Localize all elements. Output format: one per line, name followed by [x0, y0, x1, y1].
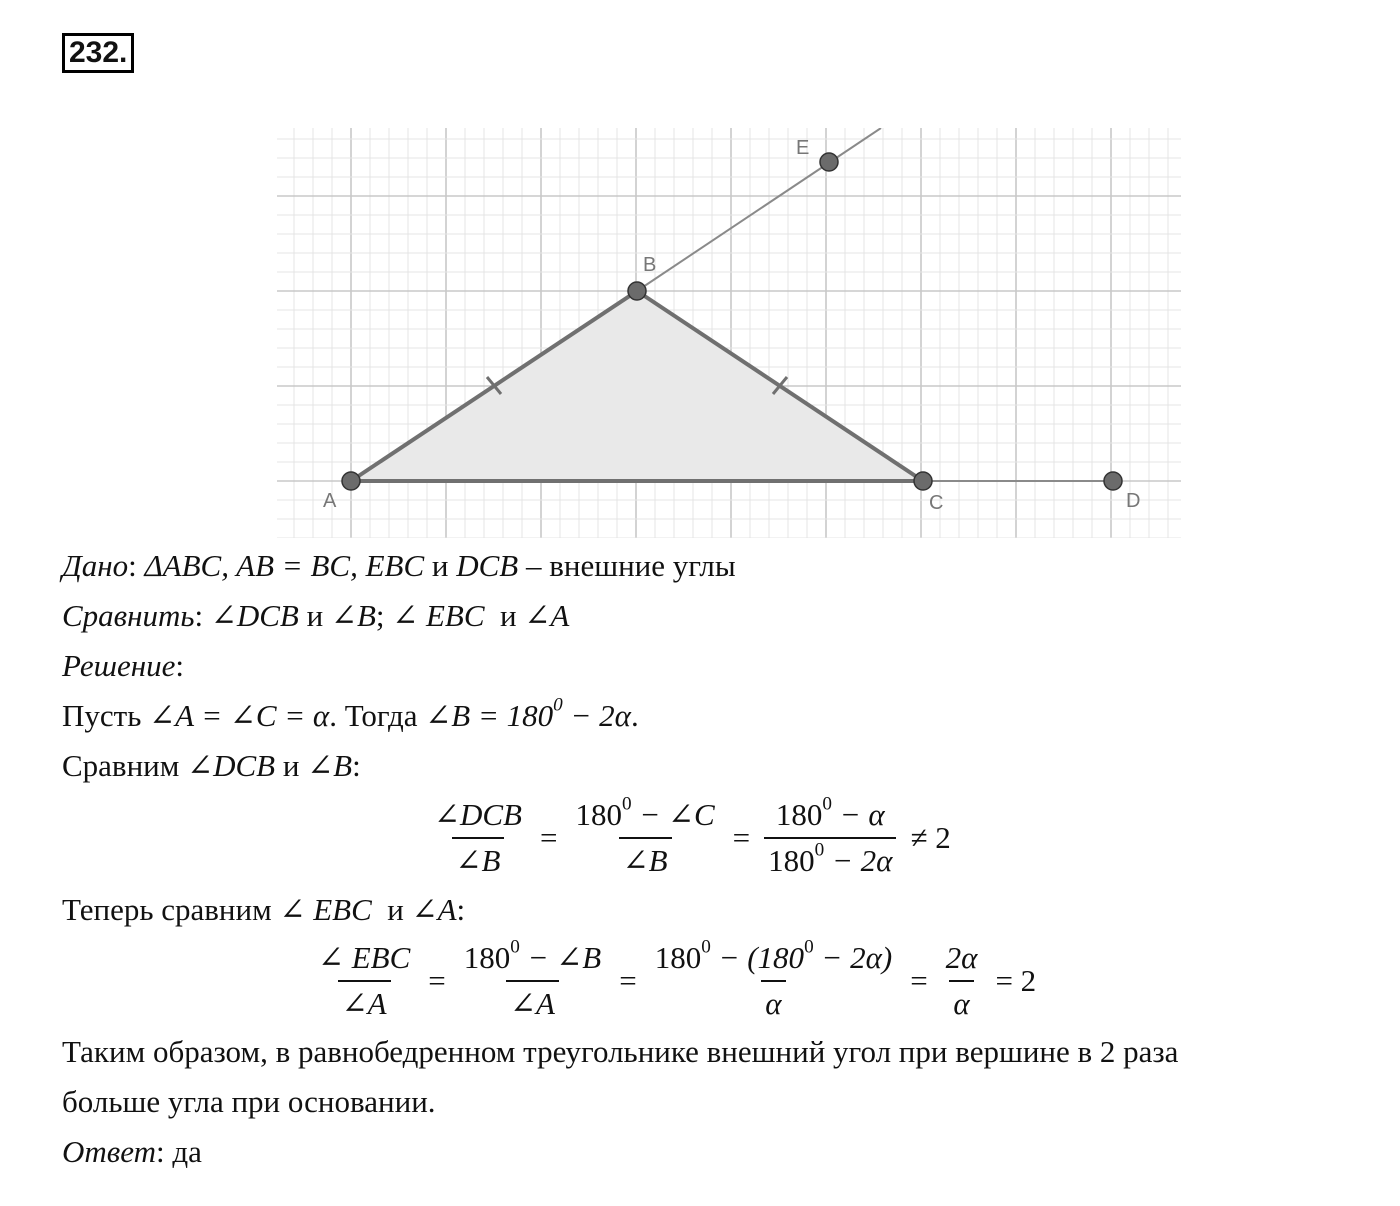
- eq2-fraction-2: $\frac{180^0 - \angle B}{\angle A}$: [463, 936, 602, 1021]
- equation-2: $\frac{\text{∠ EBC}}{\angle A}$ = $\frac{180^0 - \angle B}{\angle A}$ = $\frac{180^0 - (180^0 - 2\alpha)}{\alpha}$ = $\frac{2\alpha}{\alpha}$ = 2: [308, 940, 1044, 1022]
- compare-line: Сравнить: ∠DCB и ∠B; ∠ EBC и ∠A: [62, 598, 570, 633]
- answer-line: Ответ: да: [62, 1134, 202, 1169]
- label-d: D: [1126, 490, 1141, 512]
- given-line: Дано: ΔABC, AB = BC, EBC и DCB – внешние углы: [62, 548, 736, 583]
- eq1-fraction-3: $\frac{180^0 - \alpha}{180^0 - 2\alpha}$: [764, 797, 896, 879]
- point-a: [342, 472, 360, 490]
- conclusion-line-1: Таким образом, в равнобедренном треугольнике внешний угол при вершине в 2 раза: [62, 1034, 1179, 1069]
- solution-label: Решение:: [62, 648, 184, 683]
- eq1-fraction-1: $\frac{\text{∠DCB}}{\angle B}$: [434, 797, 522, 878]
- compare1-line: Сравним ∠DCB и ∠B:: [62, 748, 361, 783]
- eq2-fraction-4: $\frac{2\alpha}{\alpha}$: [945, 940, 978, 1021]
- geometry-figure: [277, 128, 1181, 538]
- point-d: [1104, 472, 1122, 490]
- label-e: E: [796, 137, 810, 159]
- let-line: Пусть ∠A = ∠C = α. Тогда ∠B = $180^0 - 2\alpha$.: [62, 694, 639, 733]
- eq1-fraction-2: $\frac{180^0 - \angle C}{\angle B}$: [575, 793, 715, 878]
- conclusion-line-2: больше угла при основании.: [62, 1084, 436, 1119]
- eq2-fraction-3: $\frac{180^0 - (180^0 - 2\alpha)}{\alpha}$: [654, 936, 893, 1021]
- equation-1: $\frac{\text{∠DCB}}{\angle B}$ = $\frac{180^0 - \angle C}{\angle B}$ = $\frac{180^0 - \alpha}{180^0 - 2\alpha}$ ≠ 2: [424, 797, 959, 879]
- label-a: A: [323, 490, 337, 512]
- eq2-fraction-1: $\frac{\text{∠ EBC}}{\angle A}$: [318, 940, 411, 1021]
- label-b: B: [643, 254, 657, 276]
- problem-number: 232.: [62, 33, 134, 73]
- point-b: [628, 282, 646, 300]
- compare2-line: Теперь сравним ∠ EBC и ∠A:: [62, 892, 466, 927]
- point-e: [820, 153, 838, 171]
- point-c: [914, 472, 932, 490]
- label-c: C: [929, 492, 944, 514]
